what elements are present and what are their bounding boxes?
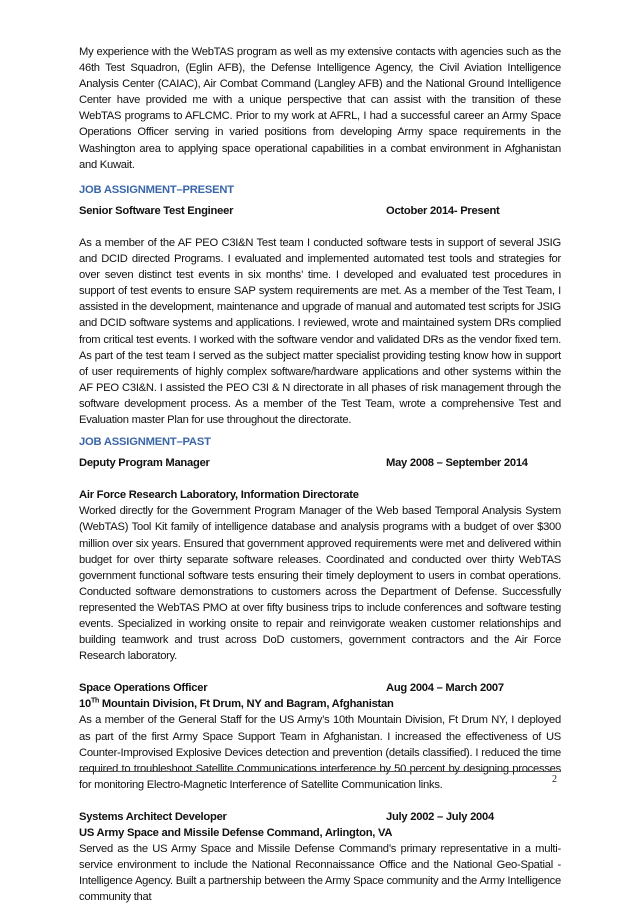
job-description: Served as the US Army Space and Missile Defense Command’s primary representative in a multi-service environment to include the National Reconnaissance Office and the National Geo-Spatial -Intelligence Agency. Built a partnership between the Army Space community and the Army Intelligence community that: [79, 843, 561, 904]
intro-paragraph: My experience with the WebTAS program as well as my extensive contacts with agencies such as the 46th Test Squadron, (Eglin AFB), the Defense Intelligence Agency, the Civil Aviation Intelligence Analysis Center (CAIAC), Air Combat Command (Langley AFB) and the National Ground Intelligence Center have provided me with a unique perspective that can assist with the transition of these WebTAS programs to AFLCMC. Prior to my work at AFRL, I had a successful career an Army Space Operations Officer serving in varied positions from developing Army space requirements in the Washington area to applying space operational capabilities in a combat environment in Afghanistan and Kuwait.: [79, 46, 561, 171]
job-description: As a member of the General Staff for the US Army’s 10th Mountain Division, Ft Drum NY, I deployed as part of the first Army Space Support Team in Afghanistan. I increased the effectiveness of US Counter-Improvised Explosive Devices detection and prevention (details classified). I reduced the time required to troubleshoot Satellite Communications interference by 50 percent by designing processes for monitoring Electro-Magnetic Interference of Satellite Communication links.: [79, 714, 561, 791]
job-title: Systems Architect Developer: [79, 810, 227, 823]
job-header-space-operations-officer: [79, 680, 561, 696]
org-number: 10: [79, 698, 91, 711]
job-dates: July 2002 – July 2004: [386, 810, 494, 823]
job-dates: Aug 2004 – March 2007: [386, 682, 504, 695]
job-title: Deputy Program Manager: [79, 457, 210, 470]
job-dates: May 2008 – September 2014: [386, 457, 528, 470]
job-description: As a member of the AF PEO C3I&N Test team I conducted software tests in support of several JSIG and DCID directed Programs. I evaluated and implemented automated test tools and strategies for over seven distinct test events in six months’ time. I developed and evaluated test procedures in support of test events to ensure SAP system requirements are met. As a member of the Test Team, I assisted in the development, maintenance and upgrade of manual and automated test scripts for JSIG and DCID software systems and applications. I reviewed, wrote and maintained system DRs complied from critical test events. I worked with the software vendor and validated DRs as the vendor fixed tem. As part of the test team I served as the subject matter specialist providing testing know how in support of user requirements of highly complex software/hardware applications and other systems within the AF PEO C3I&N. I assisted the PEO C3I & N directorate in all phases of risk management through the software development process. As a member of the Test Team, wrote a comprehensive Test and Evaluation master Plan for use throughout the directorate.: [79, 236, 561, 426]
job-organization: [79, 696, 561, 712]
job-header-systems-architect-developer: [79, 809, 561, 825]
footer-divider: [79, 771, 561, 772]
page-content: [79, 44, 561, 906]
section-heading-present: JOB ASSIGNMENT–PRESENT: [79, 183, 234, 196]
job-organization: US Army Space and Missile Defense Command, Arlington, VA: [79, 827, 393, 840]
page-number: 2: [552, 774, 557, 785]
job-header-deputy-program-manager: [79, 455, 561, 471]
job-organization: Air Force Research Laboratory, Information Directorate: [79, 489, 359, 502]
job-title: Space Operations Officer: [79, 682, 208, 695]
job-header-present: [79, 203, 561, 219]
job-dates: October 2014- Present: [386, 204, 500, 217]
job-title: Senior Software Test Engineer: [79, 204, 234, 217]
job-description: Worked directly for the Government Program Manager of the Web based Temporal Analysis System (WebTAS) Tool Kit family of intelligence database and analysis programs with a budget of over $300 million over six years. Ensured that government approved requirements were met and delivered within budget for over thirty separate software releases. Coordinated and conducted over thirty WebTAS government functional software tests ensuring their timely deployment to users in combat operations. Conducted software demonstrations to customers across the Department of Defense. Successfully represented the WebTAS PMO at over fifty business trips to include conferences and software testing events. Specialized in working onsite to repair and reinvigorate weaken customer relationships and building teamwork and trust across DoD customers, government contractors and the Air Force Research laboratory.: [79, 505, 561, 663]
org-name: Mountain Division, Ft Drum, NY and Bagram, Afghanistan: [99, 698, 394, 711]
section-heading-past: JOB ASSIGNMENT–PAST: [79, 436, 211, 449]
org-ordinal-suffix: Th: [90, 697, 100, 705]
